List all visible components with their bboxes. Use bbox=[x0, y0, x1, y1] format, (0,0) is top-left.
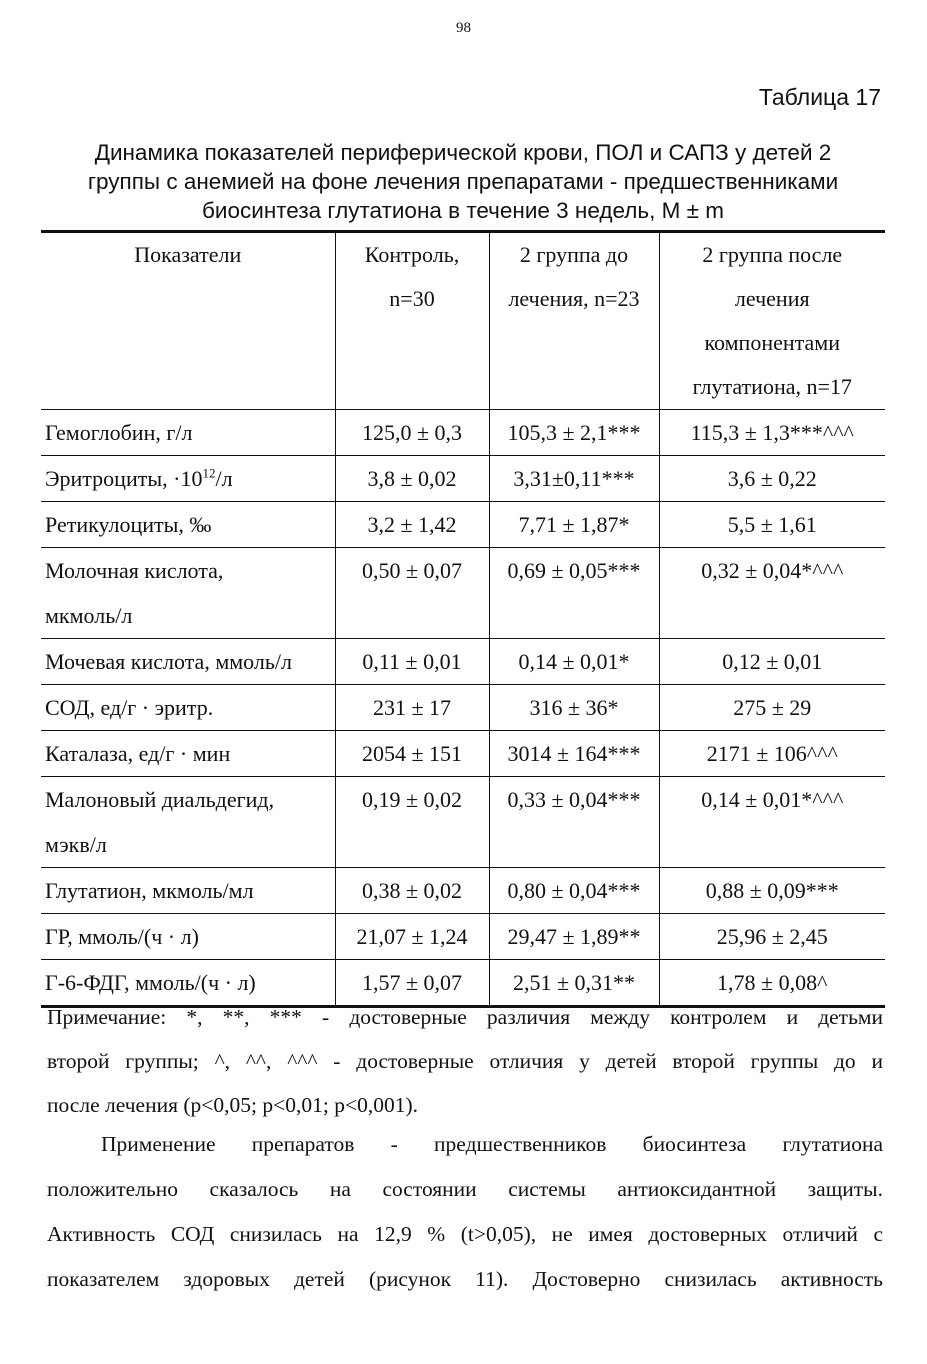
indicator-cell: Гемоглобин, г/л bbox=[41, 410, 335, 456]
control-cell: 0,50 ± 0,07 bbox=[335, 548, 489, 639]
before-cell: 2,51 ± 0,31** bbox=[489, 960, 659, 1007]
body-paragraph bbox=[47, 1122, 883, 1302]
table-row bbox=[41, 914, 885, 960]
after-cell: 0,88 ± 0,09*** bbox=[659, 868, 885, 914]
table-label: Таблица 17 bbox=[758, 84, 881, 110]
page-number: 98 bbox=[456, 20, 471, 36]
before-cell: 3014 ± 164*** bbox=[489, 731, 659, 777]
table-row bbox=[41, 868, 885, 914]
indicator-cell: Молочная кислота, мкмоль/л bbox=[41, 548, 335, 639]
after-cell: 0,12 ± 0,01 bbox=[659, 639, 885, 685]
before-cell: 29,47 ± 1,89** bbox=[489, 914, 659, 960]
before-cell: 7,71 ± 1,87* bbox=[489, 502, 659, 548]
table-title-line: биосинтеза глутатиона в течение 3 недель, М ± m bbox=[202, 198, 724, 223]
control-cell: 21,07 ± 1,24 bbox=[335, 914, 489, 960]
table-row bbox=[41, 639, 885, 685]
table-row bbox=[41, 548, 885, 639]
table-row bbox=[41, 456, 885, 502]
table-note bbox=[47, 995, 883, 1127]
after-cell: 2171 ± 106^^^ bbox=[659, 731, 885, 777]
table-title-line: Динамика показателей периферической крови, ПОЛ и САПЗ у детей 2 bbox=[94, 140, 832, 165]
paragraph-line: Применение препаратов - предшественников биосинтеза глутатиона bbox=[101, 1132, 883, 1156]
header-group-after: 2 группа после лечения компонентами глутатиона, n=17 bbox=[659, 232, 885, 410]
table-header-row bbox=[41, 232, 885, 410]
after-cell: 275 ± 29 bbox=[659, 685, 885, 731]
after-cell: 0,14 ± 0,01*^^^ bbox=[659, 777, 885, 868]
indicator-cell: Г-6-ФДГ, ммоль/(ч · л) bbox=[41, 960, 335, 1007]
table-title bbox=[30, 138, 896, 225]
indicator-cell: Ретикулоциты, ‰ bbox=[41, 502, 335, 548]
note-line: после лечения (p<0,05; p<0,01; p<0,001). bbox=[47, 1093, 418, 1117]
after-cell: 1,78 ± 0,08^ bbox=[659, 960, 885, 1007]
before-cell: 105,3 ± 2,1*** bbox=[489, 410, 659, 456]
note-line: Примечание: *, **, *** - достоверные различия между контролем и детьми bbox=[47, 1005, 883, 1029]
paragraph-line: положительно сказалось на состоянии системы антиоксидантной защиты. bbox=[47, 1177, 883, 1201]
control-cell: 2054 ± 151 bbox=[335, 731, 489, 777]
before-cell: 0,14 ± 0,01* bbox=[489, 639, 659, 685]
table-row bbox=[41, 502, 885, 548]
note-line: второй группы; ^, ^^, ^^^ - достоверные отличия у детей второй группы до и bbox=[47, 1049, 883, 1073]
paragraph-line: Активность СОД снизилась на 12,9 % (t>0,05), не имея достоверных отличий с bbox=[47, 1222, 883, 1246]
header-control: Контроль, n=30 bbox=[335, 232, 489, 410]
before-cell: 316 ± 36* bbox=[489, 685, 659, 731]
indicator-cell: Мочевая кислота, ммоль/л bbox=[41, 639, 335, 685]
control-cell: 3,2 ± 1,42 bbox=[335, 502, 489, 548]
control-cell: 0,38 ± 0,02 bbox=[335, 868, 489, 914]
header-indicators: Показатели bbox=[41, 232, 335, 410]
control-cell: 231 ± 17 bbox=[335, 685, 489, 731]
after-cell: 25,96 ± 2,45 bbox=[659, 914, 885, 960]
table-row bbox=[41, 410, 885, 456]
control-cell: 1,57 ± 0,07 bbox=[335, 960, 489, 1007]
after-cell: 5,5 ± 1,61 bbox=[659, 502, 885, 548]
after-cell: 0,32 ± 0,04*^^^ bbox=[659, 548, 885, 639]
control-cell: 0,19 ± 0,02 bbox=[335, 777, 489, 868]
indicator-cell: Эритроциты, $\cdot 10^{12}/л$ bbox=[41, 456, 335, 502]
before-cell: 0,33 ± 0,04*** bbox=[489, 777, 659, 868]
after-cell: 3,6 ± 0,22 bbox=[659, 456, 885, 502]
table-row bbox=[41, 685, 885, 731]
paragraph-line: показателем здоровых детей (рисунок 11). Достоверно снизилась активность bbox=[47, 1267, 883, 1291]
control-cell: 125,0 ± 0,3 bbox=[335, 410, 489, 456]
after-cell: 115,3 ± 1,3***^^^ bbox=[659, 410, 885, 456]
control-cell: 0,11 ± 0,01 bbox=[335, 639, 489, 685]
control-cell: 3,8 ± 0,02 bbox=[335, 456, 489, 502]
before-cell: 0,69 ± 0,05*** bbox=[489, 548, 659, 639]
header-group-before: 2 группа до лечения, n=23 bbox=[489, 232, 659, 410]
table-row bbox=[41, 777, 885, 868]
data-table bbox=[41, 230, 885, 1008]
indicator-cell: СОД, ед/г · эритр. bbox=[41, 685, 335, 731]
indicator-cell: Каталаза, ед/г · мин bbox=[41, 731, 335, 777]
indicator-cell: Малоновый диальдегид, мэкв/л bbox=[41, 777, 335, 868]
before-cell: 0,80 ± 0,04*** bbox=[489, 868, 659, 914]
indicator-cell: ГР, ммоль/(ч · л) bbox=[41, 914, 335, 960]
table-title-line: группы с анемией на фоне лечения препаратами - предшественниками bbox=[87, 169, 839, 194]
table-row bbox=[41, 731, 885, 777]
before-cell: 3,31±0,11*** bbox=[489, 456, 659, 502]
indicator-cell: Глутатион, мкмоль/мл bbox=[41, 868, 335, 914]
